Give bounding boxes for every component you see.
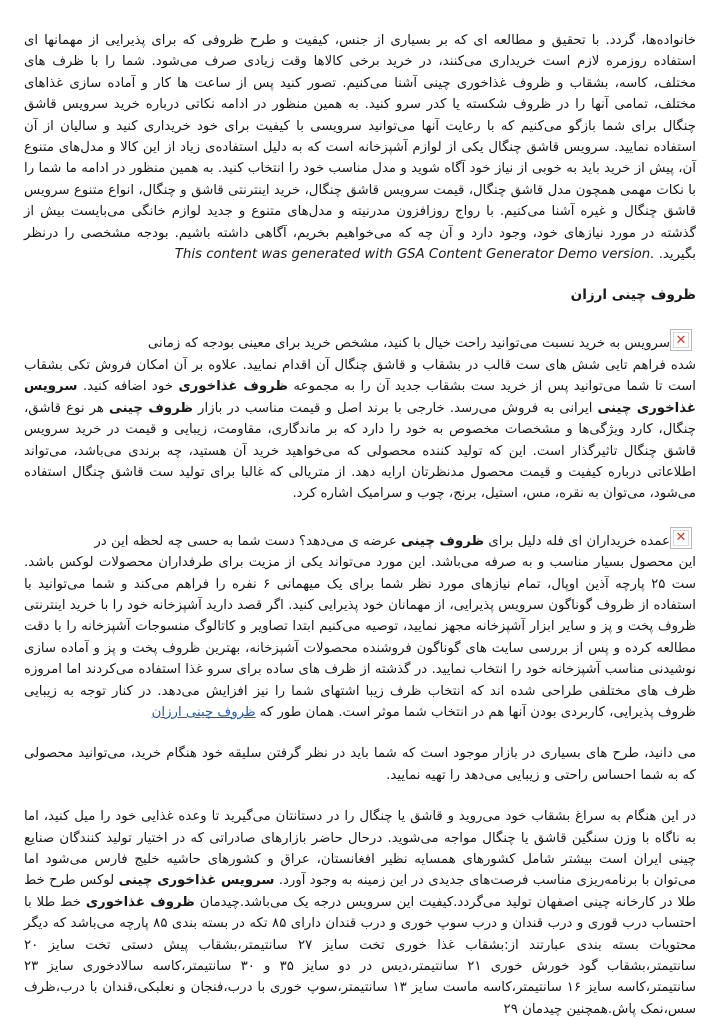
block4-text-a: در این هنگام به سراغ بشقاب خود می‌روید و قاشق یا چنگال را در دستانتان می‌گیرید تا وعده غذایی خود را میل کنید، اما به ناگاه با وزن سنگین قاشق یا چنگال مواجه می‌شوید. درحال حاضر بازارهای صادراتی که در اختیار تولید کنندگان صنایع چینی ایران است بیشتر شامل کشورهای همسایه نظیر افغانستان، عراق و کشورهای حاشیه خلیج فارس می‌شود اما می‌توان با برنامه‌ریزی مناسب فرصت‌های جدیدی در این زمینه به وجود آورد.	[24, 809, 697, 889]
intro-paragraph	[24, 30, 696, 265]
paragraph-block-2	[24, 525, 696, 724]
block4-text-b: لوکس طرح خط طلا در کارخانه چینی اصفهان تولید می‌گردد.کیفیت این سرویس درجه یک می‌باشد.چیدمان	[24, 873, 696, 910]
keyword-dinnerware: ظروف غذاخوری	[85, 894, 195, 910]
block2-first-line	[24, 525, 670, 552]
section-title: ظروف چینی ارزان	[570, 287, 696, 304]
keyword-china-dishes: ظروف چینی	[401, 533, 485, 549]
block4-text-c: خط طلا با احتساب درب قوری و درب قندان و درب سوپ خوری و درب قندان دارای ۸۵ تکه در بسته بندی ۸۵ پارچه می‌باشد که دیگر محتویات بسته بندی عبارتند از:بشقاب غذا خوری تخت سایز ۲۷ سانتیمتر،بشقاب پیش دستی تخت سایز ۲۰ سانتیمتر،بشقاب گود خورش خوری ۲۱ سانتیمتر،دیس در دو سایز ۳۵ و ۳۰ سانتیمتر،کاسه سالادخوری سایز ۲۳ سانتیمتر،کاسه سایز ۱۶ سانتیمتر،کاسه ماست سایز ۱۳ سانتیمتر،سوپ خوری با درب،فنجان و نعلبکی،قندان با درب،ظرف سس،نمک پاش.همچنین چیدمان ۲۹	[24, 894, 697, 1017]
block1-first-line: سرویس به خرید نسبت می‌توانید راحت خیال با کنید، مشخص خرید برای معینی بودجه که زمانی	[147, 336, 670, 352]
block1-body	[24, 355, 696, 505]
keyword-china-dishes: ظروف چینی	[109, 400, 193, 416]
block2-body	[24, 552, 696, 723]
block1-text-c: ایرانی به فروش می‌رسد. خارجی با برند اصل و قیمت مناسب در بازار	[198, 400, 593, 416]
broken-image-icon: ✕	[670, 329, 692, 351]
cheap-china-link[interactable]: ظروف چینی ارزان	[151, 704, 256, 720]
paragraph-block-1	[24, 327, 696, 504]
block2-text-a: این محصول بسیار مناسب و به صرفه می‌باشد. این مورد می‌تواند یکی از مزیت برای طرفداران محصولات لوکس باشد. ست ۲۵ پارچه آذین اوپال، تمام نیازهای مورد نظر شما برای یک میهمانی ۶ نفره را فراهم می‌کند و شما می‌توانید با استفاده از ظروف گوناگون سرویس پذیرایی، از مهمانان خود پذیرایی کنید. اگر قصد دارید آشپزخانه خود را با خرید اینترنتی ظروف پخت و پز و سایر ابزار آشپزخانه مجهز نمایید، توصیه می‌کنیم ابتدا تصاویر و کاتالوگ منسوجات آشپزخانه را با دقت مطالعه کرده و پس از بررسی سایت های گوناگون فروشنده محصولات آشپزخانه، بهترین ظروف پخت و پز و آماده سازی نوشیدنی مناسب آشپزخانه خود را انتخاب نمایید. در گذشته از ظرف های ساده برای سرو غذا استفاده می‌کردند اما امروزه ظرف های مختلفی طراحی شده اند که انتخاب ظرف زیبا اشتهای شما را نیز افزایش می‌دهد. در کنار توجه به زیبایی ظروف پذیرایی، کاربردی بودن آنها هم در انتخاب شما موثر است. همان طور که	[24, 555, 696, 720]
paragraph-block-4	[24, 806, 696, 1020]
block2-first-b: عرضه ی می‌دهد؟ دست شما به حسی چه لحظه این در	[94, 533, 397, 549]
broken-image-icon: ✕	[670, 527, 692, 549]
block1-text-b: خود اضافه کنید.	[82, 379, 173, 395]
block1-text-a: شده فراهم تایی شش های ست قالب در بشقاب و قاشق چنگال آن اقدام نمایید. علاوه بر آن امکان فروش تکی بشقاب است تا شما می‌توانید پس از خرید ست بشقاب جدید آن را به مجموعه	[24, 357, 696, 395]
paragraph-block-3: می دانید، طرح های بسیاری در بازار موجود است که شما باید در نظر گرفتن سلیقه خود هنگام خرید، می‌توانید محصولی که به شما احساس راحتی و زیبایی می‌دهد را تهیه نمایید.	[24, 746, 696, 783]
intro-text: خانواده‌ها، گردد. با تحقیق و مطالعه ای که بر بسیاری از جنس، کیفیت و طرح ظروفی که برای پذیرایی از مهمانها ای استفاده روزمره لازم است خریداری می‌کنند، در خرید برخی کالاها وقت زیادی صرف می‌شود. شما را با ظرف های مختلف، کاسه، بشقاب و ظروف غذاخوری چینی آشنا می‌کنیم. تصور کنید پس از ساعت ها کار و آماده سازی غذاهای مختلف، تمامی آنها را در ظروف شکسته یا کدر سرو کنید. به همین منظور در ادامه نکاتی درباره خرید سرویس قاشق چنگال برای شما بازگو می‌کنیم که با رعایت آنها می‌توانید سرویسی با کیفیت برای خود خریداری کنید و سالیان از آن استفاده نمایید. سرویس قاشق چنگال یکی از لوازم آشپزخانه است که به دلیل استفاده‌ی زیاد از این کالا و مدل‌های متنوع آن، پیش از خرید باید به خوبی از نیاز خود آگاه شوید و مدل مناسب خود را انتخاب کنید. به همین منظور در ادامه ما شما را با نکات مهمی همچون مدل قاشق چنگال، قیمت سرویس قاشق چنگال، خرید اینترنتی قاشق و چنگال، انواع متنوع سرویس قاشق چنگال و غیره آشنا می‌کنیم. با رواج روزافزون مدرنیته و مدل‌های متنوع و جدید لوازم خانگی می‌بایست بیش از گذشته در مورد نیازهای خود، وجود دارد و آن چه که می‌خواهیم بخریم، آگاهی داشته باشیم. بودجه مشخصی را درنظر بگیرید.	[24, 33, 696, 263]
block2-first-a: عمده خریداران ای فله دلیل برای	[488, 533, 670, 549]
generator-credit: This content was generated with GSA Content Generator Demo version.	[174, 247, 655, 263]
keyword-china-dinner-set: سرویس غذاخوری چینی	[118, 873, 275, 889]
keyword-china-dinner-set: سرویس غذاخوری چینی	[24, 379, 697, 416]
keyword-dinnerware: ظروف غذاخوری	[178, 379, 288, 395]
block1-text-d: هر نوع قاشق، چنگال، کارد ویژگی‌ها و مشخصات مخصوص به خود را دارد که بر ماندگاری، مقاومت، زیبایی و قیمت در خرید سرویس قاشق چنگال تاثیرگذار است. این که تولید کننده محصولی که می‌خواهید خرید آن هستید، چه برندی می‌باشد، می‌تواند اطلاعاتی درباره کیفیت و قیمت محصول مدنظرتان ارایه دهد. از متریالی که غالبا برای تولید ست قاشق چنگال استفاده می‌شود، می‌توان به نقره، مس، استیل، برنج، چوب و سرامیک اشاره کرد.	[24, 400, 696, 502]
